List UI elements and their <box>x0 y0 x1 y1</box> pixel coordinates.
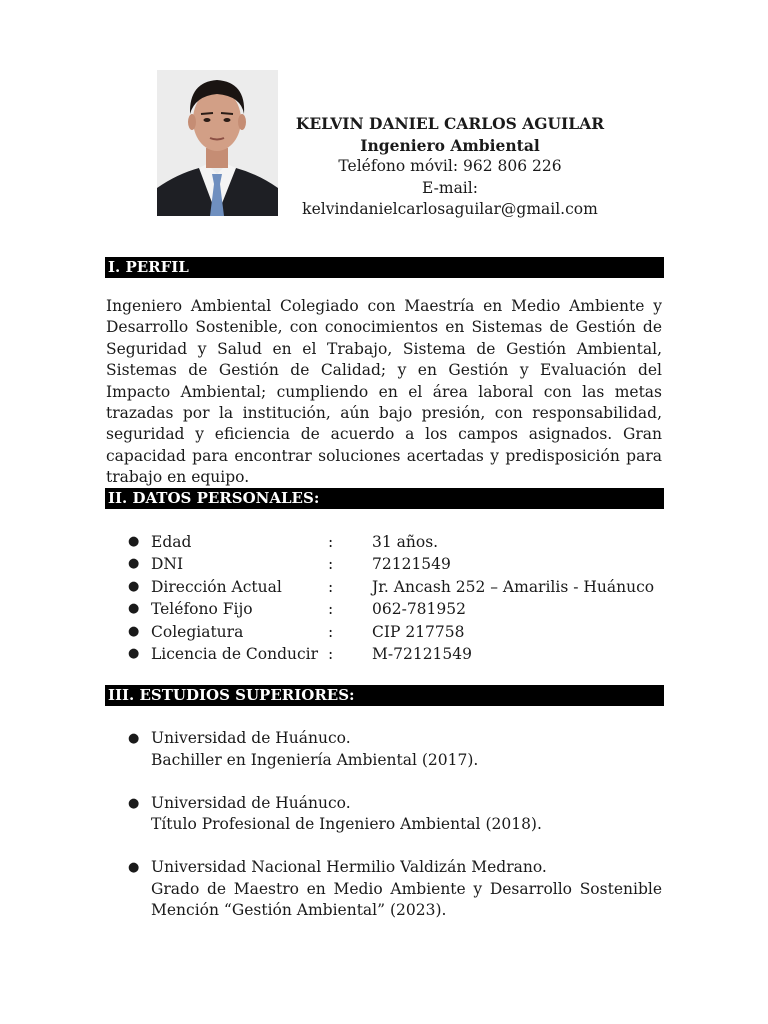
field-separator: : <box>328 622 334 641</box>
field-separator: : <box>328 577 334 596</box>
list-item <box>106 643 662 665</box>
list-item <box>106 553 662 575</box>
personal-data-list <box>106 531 662 665</box>
field-label: DNI <box>151 555 184 574</box>
institution: Universidad Nacional Hermilio Valdizán Medrano. <box>151 858 547 876</box>
list-item <box>106 793 662 836</box>
field-label: Dirección Actual <box>151 577 282 596</box>
degree: Bachiller en Ingeniería Ambiental (2017). <box>151 750 479 769</box>
list-item <box>106 598 662 620</box>
degree-mention: Mención “Gestión Ambiental” (2023). <box>151 901 447 919</box>
bullet-icon: ● <box>128 556 140 572</box>
section-title-perfil: I. PERFIL <box>105 257 664 278</box>
bullet-icon: ● <box>128 731 140 746</box>
section-title-datos-personales: II. DATOS PERSONALES: <box>105 488 664 509</box>
full-name: KELVIN DANIEL CARLOS AGUILAR <box>295 114 605 133</box>
field-value: CIP 217758 <box>372 622 465 641</box>
person-portrait-icon <box>157 70 278 216</box>
list-item <box>106 621 662 643</box>
profile-photo <box>157 70 278 216</box>
list-item <box>106 728 662 771</box>
institution: Universidad de Huánuco. <box>151 793 351 812</box>
bullet-icon: ● <box>128 601 140 617</box>
field-separator: : <box>328 600 334 619</box>
institution: Universidad de Huánuco. <box>151 729 351 747</box>
field-value: 31 años. <box>372 533 439 551</box>
field-label: Edad <box>151 533 192 551</box>
list-item <box>106 576 662 598</box>
section-title-estudios-superiores: III. ESTUDIOS SUPERIORES: <box>105 685 664 706</box>
field-value: M-72121549 <box>372 644 473 663</box>
field-value: 72121549 <box>372 555 451 574</box>
bullet-icon: ● <box>128 578 140 594</box>
field-separator: : <box>328 555 334 574</box>
field-separator: : <box>328 644 334 663</box>
bullet-icon: ● <box>128 645 140 661</box>
bullet-icon: ● <box>128 795 140 811</box>
bullet-icon: ● <box>128 860 140 875</box>
header <box>278 113 622 221</box>
bullet-icon: ● <box>128 623 140 639</box>
profile-paragraph: Ingeniero Ambiental Colegiado con Maestría en Medio Ambiente y Desarrollo Sostenible, con conocimientos en Sistemas de Gestión de Seguridad y Salud en el Trabajo, Sistema de Gestión Ambiental, Sistemas de Gestión de Calidad; y en Gestión y Evaluación del Impacto Ambiental; cumpliendo en el área laboral con las metas trazadas por la institución, aún bajo presión, con responsabilidad, seguridad y eficiencia de acuerdo a los campos asignados. Gran capacidad para encontrar soluciones acertadas y predisposición para trabajo en equipo. <box>106 297 662 487</box>
degree: Grado de Maestro en Medio Ambiente y Desarrollo Sostenible <box>151 879 662 898</box>
profession-title: Ingeniero Ambiental <box>360 135 540 155</box>
degree: Título Profesional de Ingeniero Ambiental (2018). <box>151 815 542 833</box>
list-item <box>106 531 662 553</box>
bullet-icon: ● <box>128 534 140 549</box>
email: E-mail: kelvindanielcarlosaguilar@gmail.com <box>302 178 598 218</box>
field-label: Licencia de Conducir <box>151 644 319 663</box>
field-label: Teléfono Fijo <box>151 600 253 619</box>
field-label: Colegiatura <box>151 622 244 641</box>
field-separator: : <box>328 533 334 551</box>
field-value: Jr. Ancash 252 – Amarilis - Huánuco <box>372 577 655 596</box>
education-list <box>106 728 662 943</box>
list-item <box>106 857 662 922</box>
mobile-phone: Teléfono móvil: 962 806 226 <box>338 157 562 175</box>
field-value: 062-781952 <box>372 600 466 619</box>
